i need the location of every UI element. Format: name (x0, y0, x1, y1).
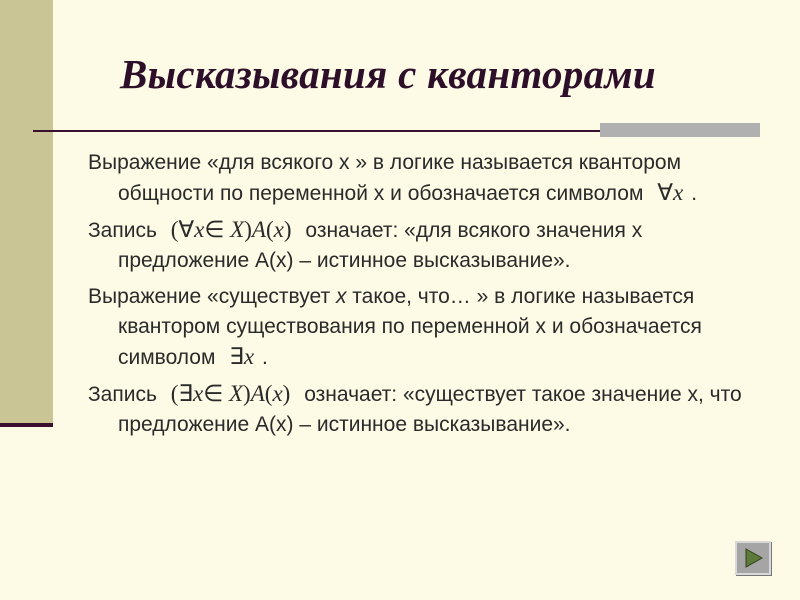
para-end: . (262, 346, 268, 369)
formula-paren: ( (265, 217, 274, 242)
para-text: Запись (88, 383, 157, 406)
formula-paren: ) (244, 217, 252, 242)
paragraph-universal-quantifier (88, 148, 768, 209)
para-text: такое, что… » в логике называется квантором существования по переменной х и обозначается символом (118, 285, 702, 369)
para-end: . (691, 182, 698, 205)
title-rule-accent (600, 123, 760, 137)
existential-formula (171, 381, 291, 406)
para-text: Выражение «существует (88, 285, 331, 308)
math-set: X (230, 217, 245, 242)
math-var: x (243, 344, 255, 369)
element-of-glyph: ∈ (204, 217, 225, 242)
next-slide-button[interactable] (735, 541, 771, 575)
para-text: Выражение «для всякого х » в логике называется квантором общности по переменной х и обозначается символом (88, 151, 682, 205)
formula-paren: ) (283, 217, 292, 242)
math-var: x (672, 180, 684, 205)
math-predicate: A (251, 217, 266, 242)
slide-title: Высказывания с кванторами (120, 51, 656, 97)
paragraph-existential-quantifier (88, 282, 768, 373)
forall-glyph: ∀ (657, 180, 673, 205)
formula-paren: ) (282, 381, 291, 406)
exists-glyph: ∃ (178, 381, 193, 406)
paragraph-universal-record (88, 215, 768, 276)
universal-formula (171, 217, 292, 242)
existential-symbol (229, 344, 254, 369)
left-decorative-bar (0, 0, 53, 425)
math-var: x (272, 381, 283, 406)
math-predicate: A (250, 381, 265, 406)
para-text: означает: «существует такое значение х, что предложение А(х) – истинное высказывание». (118, 383, 742, 436)
formula-paren: ( (170, 381, 179, 406)
math-set: X (228, 381, 244, 406)
italic-var: х (335, 285, 347, 308)
forall-glyph: ∀ (178, 217, 195, 242)
element-of-glyph: ∈ (203, 381, 224, 406)
math-var: x (194, 217, 205, 242)
para-text: Запись (88, 219, 157, 242)
formula-paren: ( (264, 381, 273, 406)
exists-glyph: ∃ (229, 344, 244, 369)
left-bar-edge (0, 423, 53, 427)
play-next-icon (742, 547, 764, 569)
para-text: означает: «для всякого значения х предложение А(х) – истинное высказывание». (118, 219, 643, 272)
math-var: x (273, 217, 284, 242)
paragraph-existential-record (88, 379, 768, 440)
formula-paren: ( (170, 217, 179, 242)
math-var: x (192, 381, 204, 406)
slide-body (88, 148, 768, 446)
formula-paren: ) (243, 381, 251, 406)
universal-symbol (657, 180, 683, 205)
